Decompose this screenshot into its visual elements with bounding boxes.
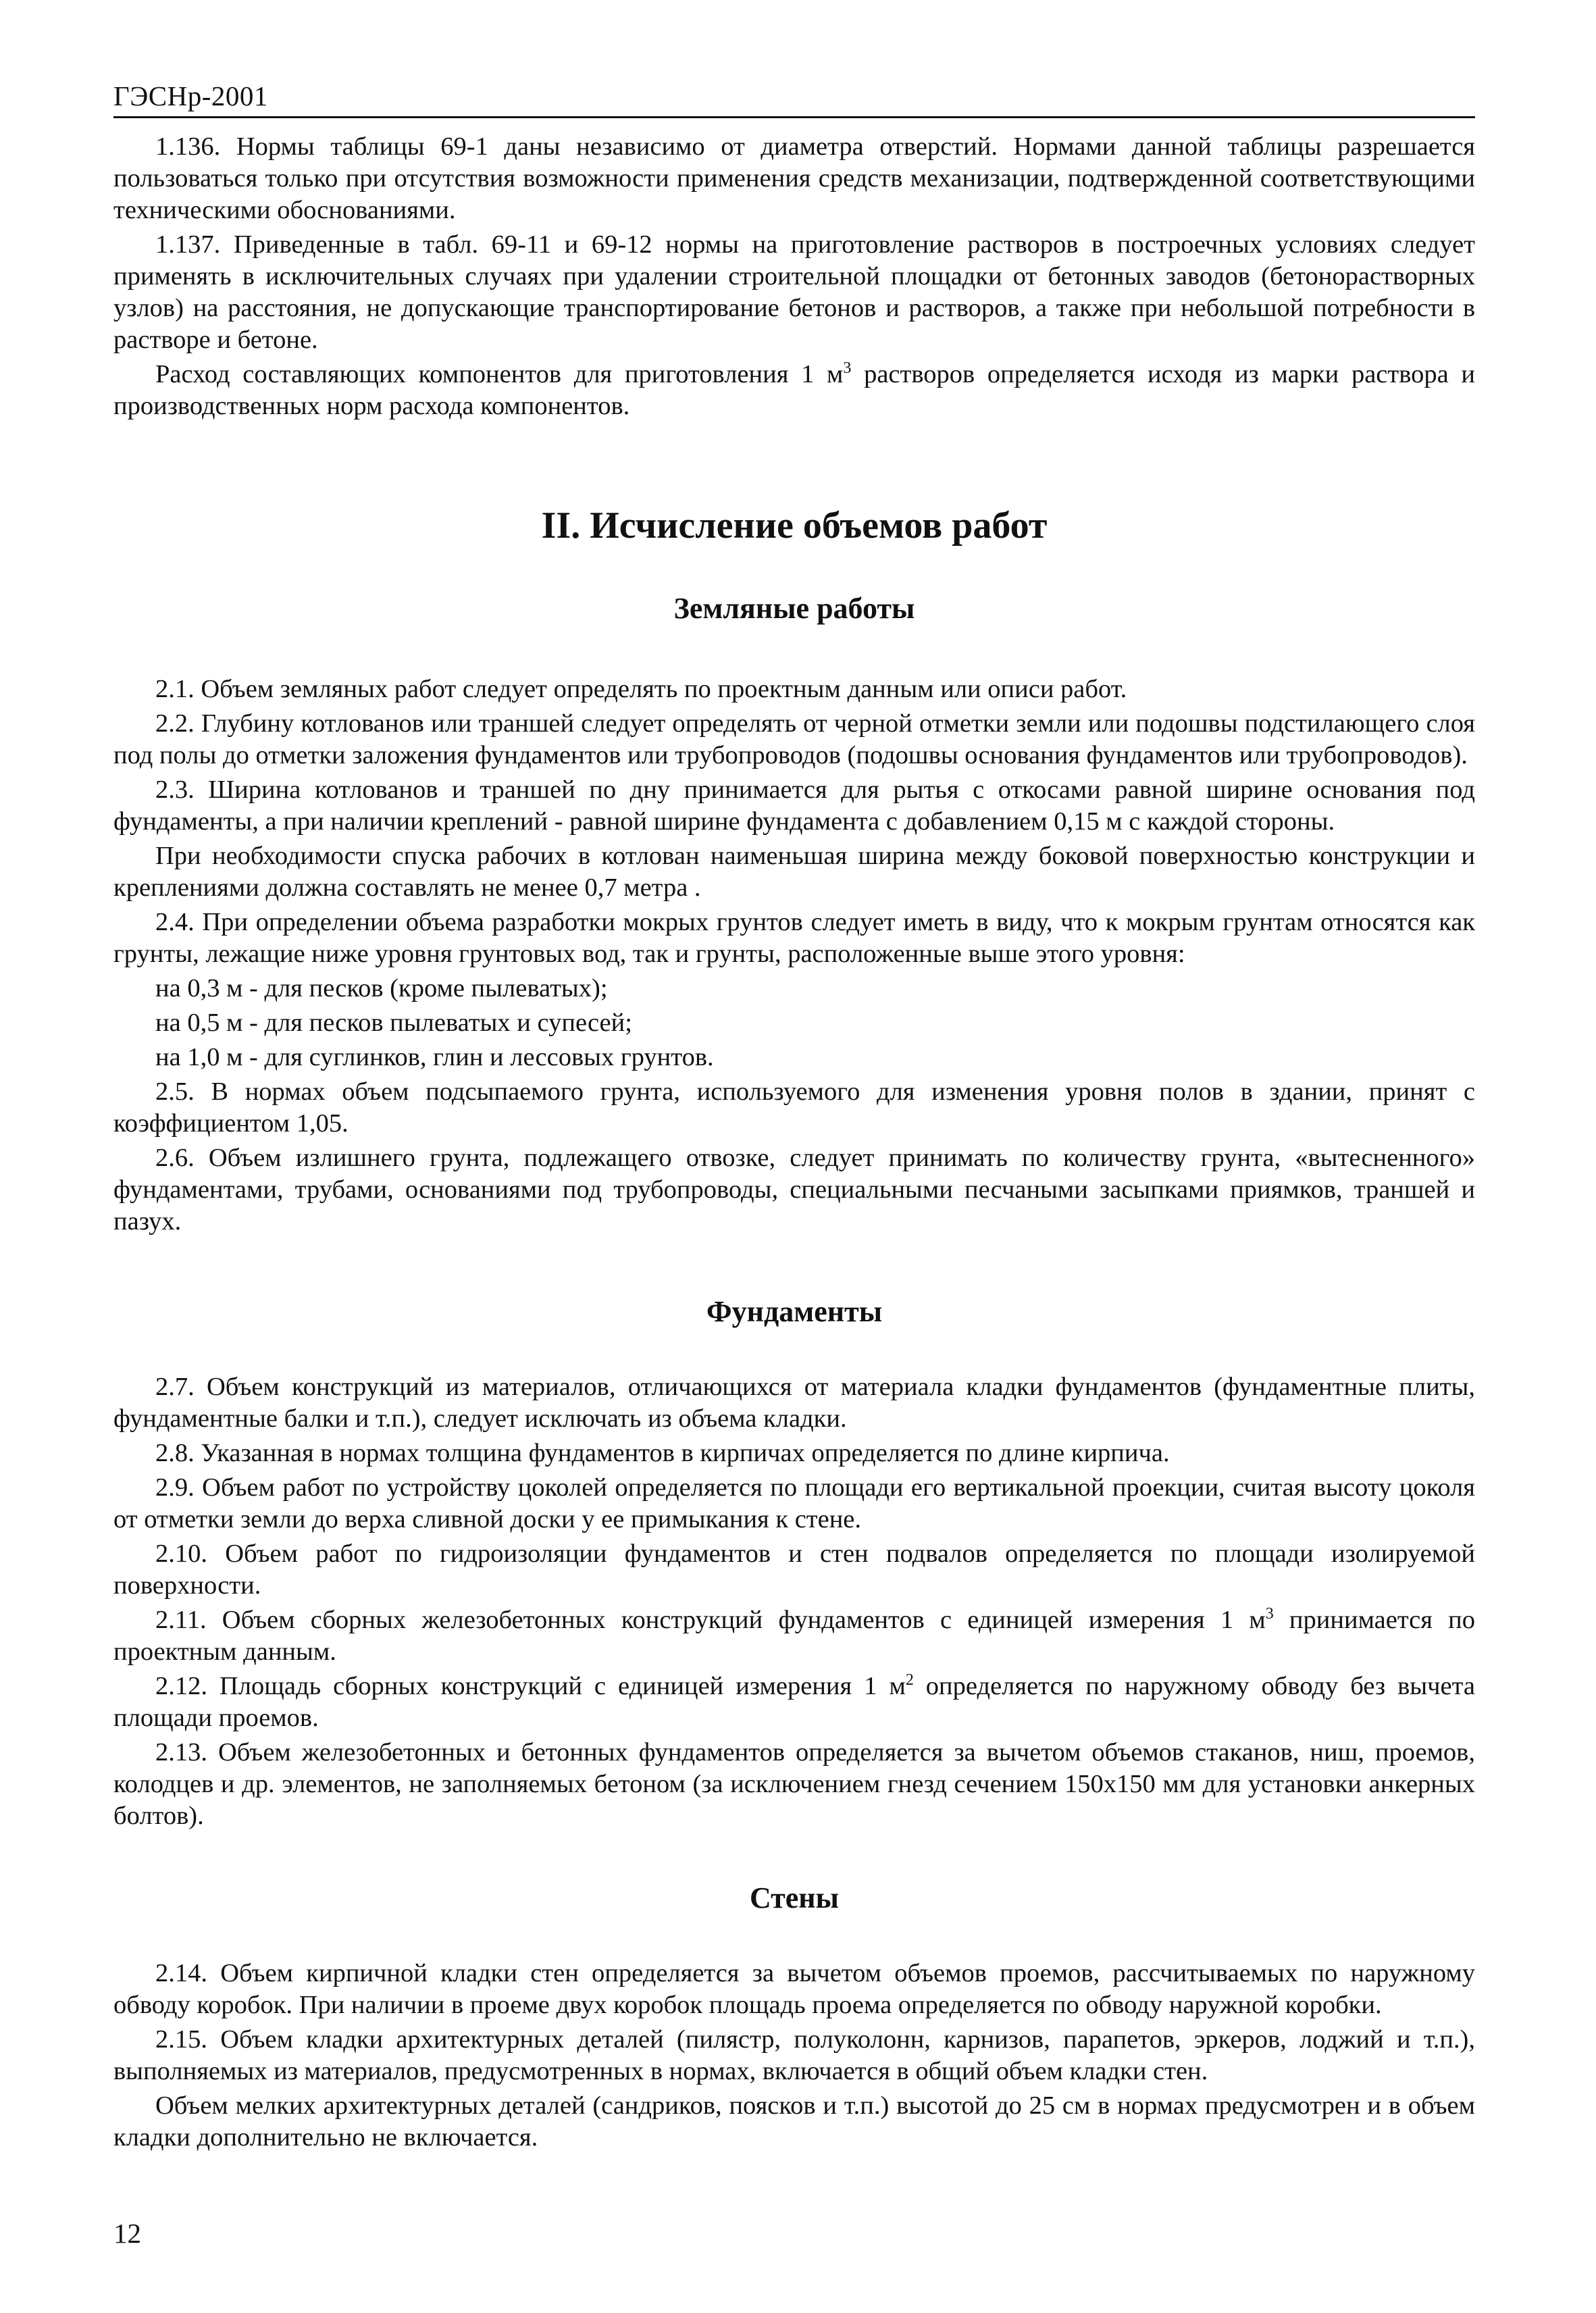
paragraph-2-15: 2.15. Объем кладки архитектурных деталей (пилястр, полуколонн, карнизов, парапетов, эркеров, лоджий и т.п.), выполняемых из материалов, предусмотренных в нормах, включается в общий объем кладки стен. xyxy=(113,2025,1475,2085)
p2-11-text-start: 2.11. Объем сборных железобетонных конструкций фундаментов с единицей измерения 1 м xyxy=(155,1606,1266,1634)
paragraph-2-9: 2.9. Объем работ по устройству цоколей определяется по площади его вертикальной проекции, считая высоту цоколя от отметки земли до верха сливной доски у ее примыкания к стене. xyxy=(113,1473,1475,1533)
document-code: ГЭСНр-2001 xyxy=(113,80,268,111)
paragraph-2-13: 2.13. Объем железобетонных и бетонных фундаментов определяется за вычетом объемов стаканов, ниш, проемов, колодцев и др. элементов, не заполняемых бетоном (за исключением гнезд сечением 150х150 мм для установки анкерных болтов). xyxy=(113,1738,1475,1830)
list-item: на 0,3 м - для песков (кроме пылеватых); xyxy=(155,974,608,1002)
paragraph-2-5: 2.5. В нормах объем подсыпаемого грунта, используемого для изменения уровня полов в здании, принят с коэффициентом 1,05. xyxy=(113,1077,1475,1138)
paragraph-2-11 xyxy=(113,1604,1475,1668)
mortar-text-end: растворов определяется исходя из марки раствора и производственных норм расхода компонентов. xyxy=(113,360,1475,420)
page-number: 12 xyxy=(113,2218,141,2249)
paragraph-2-4: 2.4. При определении объема разработки мокрых грунтов следует иметь в виду, что к мокрым грунтам относятся как грунты, лежащие ниже уровня грунтовых вод, так и грунты, расположенные выше этого уровня: xyxy=(113,908,1475,968)
heading-earthworks: Земляные работы xyxy=(673,592,915,625)
paragraph-2-7: 2.7. Объем конструкций из материалов, отличающихся от материала кладки фундаментов (фундаментные плиты, фундаментные балки и т.п.), следует исключать из объема кладки. xyxy=(113,1373,1475,1433)
cubic-superscript: 3 xyxy=(843,359,852,377)
heading-walls: Стены xyxy=(749,1881,840,1914)
paragraph-2-3: 2.3. Ширина котлованов и траншей по дну принимается для рытья с откосами равной ширине основания под фундаменты, а при наличии креплений - равной ширине фундамента с добавлением 0,15 м с каждой стороны. xyxy=(113,776,1475,836)
p2-11-text-end: принимается по проектным данным. xyxy=(113,1606,1475,1666)
heading-foundations: Фундаменты xyxy=(706,1295,883,1328)
paragraph-2-10: 2.10. Объем работ по гидроизоляции фундаментов и стен подвалов определяется по площади изолируемой поверхности. xyxy=(113,1540,1475,1600)
paragraph-2-2: 2.2. Глубину котлованов или траншей следует определять от черной отметки земли или подошвы подстилающего слоя под полы до отметки заложения фундаментов или трубопроводов (подошвы основания фундаментов или трубопроводов). xyxy=(113,709,1475,769)
paragraph-2-6: 2.6. Объем излишнего грунта, подлежащего отвозке, следует принимать по количеству грунта, «вытесненного» фундаментами, трубами, основаниями под трубопроводы, специальными песчаными засыпками приямков, траншей и пазух. xyxy=(113,1144,1475,1236)
p2-12-text-start: 2.12. Площадь сборных конструкций с единицей измерения 1 м xyxy=(155,1672,906,1700)
mortar-text-start: Расход составляющих компонентов для приготовления 1 м xyxy=(155,360,844,388)
header-divider xyxy=(113,116,1475,118)
paragraph-1-136: 1.136. Нормы таблицы 69-1 даны независимо от диаметра отверстий. Нормами данной таблицы разрешается пользоваться только при отсутствия возможности применения средств механизации, подтвержденной соответствующими техническими обоснованиями. xyxy=(113,132,1475,224)
list-item: на 0,5 м - для песков пылеватых и супесей; xyxy=(155,1009,632,1037)
list-item: на 1,0 м - для суглинков, глин и лессовых грунтов. xyxy=(155,1043,714,1071)
section-title: II. Исчисление объемов работ xyxy=(541,505,1048,547)
square-superscript: 2 xyxy=(905,1671,914,1689)
paragraph-2-12 xyxy=(113,1671,1475,1734)
paragraph-2-3-continued: При необходимости спуска рабочих в котлован наименьшая ширина между боковой поверхностью конструкции и креплениями должна составлять не менее 0,7 метра . xyxy=(113,842,1475,902)
paragraph-2-1: 2.1. Объем земляных работ следует определять по проектным данным или описи работ. xyxy=(155,675,1127,703)
paragraph-2-14: 2.14. Объем кирпичной кладки стен определяется за вычетом объемов проемов, рассчитываемых по наружному обводу коробок. При наличии в проеме двух коробок площадь проема определяется по обводу наружной коробки. xyxy=(113,1959,1475,2019)
paragraph-2-8: 2.8. Указанная в нормах толщина фундаментов в кирпичах определяется по длине кирпича. xyxy=(155,1439,1170,1467)
p2-12-text-end: определяется по наружному обводу без вычета площади проемов. xyxy=(113,1672,1475,1732)
paragraph-1-137: 1.137. Приведенные в табл. 69-11 и 69-12 нормы на приготовление растворов в построечных условиях следует применять в исключительных случаях при удалении строительной площадки от бетонных заводов (бетонорастворных узлов) на расстояния, не допускающие транспортирование бетонов и растворов, а также при небольшой потребности в растворе и бетоне. xyxy=(113,230,1475,354)
paragraph-2-15-continued: Объем мелких архитектурных деталей (сандриков, поясков и т.п.) высотой до 25 см в нормах предусмотрен и в объем кладки дополнительно не включается. xyxy=(113,2091,1475,2152)
cubic-superscript: 3 xyxy=(1265,1605,1274,1623)
paragraph-mortar-consumption xyxy=(113,359,1475,422)
page-body xyxy=(113,131,1475,2156)
